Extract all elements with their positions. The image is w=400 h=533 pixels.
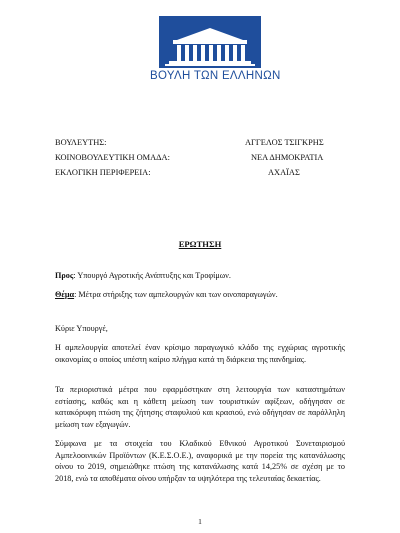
addressee-label: Προς (55, 271, 74, 280)
document-heading: ΕΡΩΤΗΣΗ (178, 239, 222, 249)
addressee-line (55, 271, 231, 280)
subject-label: Θέμα (55, 290, 75, 299)
parliament-logo-text: ΒΟΥΛΗ ΤΩΝ ΕΛΛΗΝΩΝ (150, 70, 281, 82)
info-row-party (55, 153, 355, 168)
paragraph: Η αμπελουργία αποτελεί έναν κρίσιμο παραγωγικό κλάδο της εγχώριας αγροτικής οικονομίας ο οποίος υπέστη καίριο πλήγμα κατά τη διάρκεια της πανδημίας. (55, 343, 345, 364)
info-row-region (55, 168, 355, 183)
subject-line (55, 290, 278, 299)
subject-text: : Μέτρα στήριξης των αμπελουργών και των οινοπαραγωγών. (74, 290, 278, 299)
info-label: ΒΟΥΛΕΥΤΗΣ: (55, 138, 107, 147)
info-value: ΑΧΑΪΑΣ (268, 168, 300, 177)
paragraph: Σύμφωνα με τα στοιχεία του Κλαδικού Εθνικού Αγροτικού Συνεταιρισμού Αμπελοοινικών Προϊόντων (Κ.Ε.Σ.Ο.Ε.), αναφορικά με την πορεία της κατανάλωσης οίνου το 2019, σημειώθηκε πτώση της κατανάλωσης κατά 14,25% σε σχέση με το 2018, ενώ τα αποθέματα οίνου υπήρξαν τα υψηλότερα της τελευταίας δεκαετίας. (55, 439, 345, 483)
info-row-member (55, 138, 355, 153)
info-label: ΕΚΛΟΓΙΚΗ ΠΕΡΙΦΕΡΕΙΑ: (55, 168, 151, 177)
info-value: ΝΕΑ ΔΗΜΟΚΡΑΤΙΑ (251, 153, 324, 162)
member-info-block (55, 138, 355, 183)
info-label: ΚΟΙΝΟΒΟΥΛΕΥΤΙΚΗ ΟΜΑΔΑ: (55, 153, 170, 162)
page-number: 1 (198, 517, 202, 526)
paragraph: Τα περιοριστικά μέτρα που εφαρμόστηκαν στη λειτουργία των καταστημάτων εστίασης, καθώς και η κάθετη μείωση των τουριστικών αφίξεων, οδήγησαν σε κατακόρυφη πτώση της ζήτησης σταφυλιού και κρασιού, ενώ οδήγησαν σε παράλληλη μείωση των εξαγωγών. (55, 385, 345, 429)
salutation: Κύριε Υπουργέ, (55, 324, 108, 333)
addressee-text: : Υπουργό Αγροτικής Ανάπτυξης και Τροφίμων. (73, 271, 231, 280)
parliament-building-icon (155, 16, 265, 78)
info-value: ΑΓΓΕΛΟΣ ΤΣΙΓΚΡΗΣ (245, 138, 324, 147)
